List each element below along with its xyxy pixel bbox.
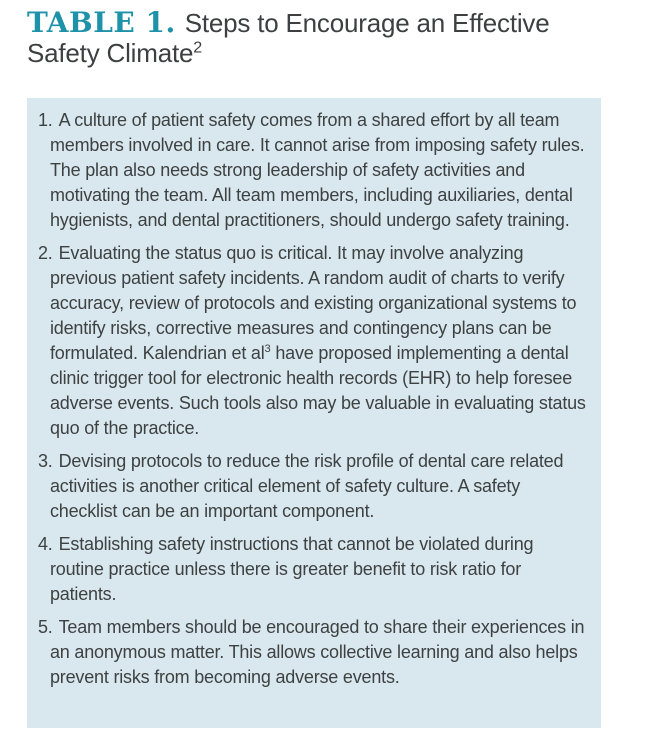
item-text-before-citation: Evaluating the status quo is critical. It may involve analyzing previous patient safety incidents. A random audit of charts to verify accuracy, review of protocols and existing organizational systems to identify risks, corrective measures and contingency plans can be formulated. Kalendrian et al bbox=[50, 243, 577, 363]
list-item-3 bbox=[38, 449, 587, 524]
steps-list-panel bbox=[27, 98, 601, 728]
item-text bbox=[50, 243, 586, 438]
table-number-label: TABLE 1. bbox=[27, 6, 176, 39]
table-title bbox=[27, 8, 612, 68]
list-item-4 bbox=[38, 532, 587, 607]
item-number: 3. bbox=[38, 451, 53, 471]
item-number: 2. bbox=[38, 243, 53, 263]
item-number: 5. bbox=[38, 617, 53, 637]
item-text: Establishing safety instructions that cannot be violated during routine practice unless there is greater benefit to risk ratio for patients. bbox=[50, 534, 534, 604]
table-title-text: Steps to Encourage an Effective Safety Climate bbox=[27, 8, 550, 68]
list-item-1 bbox=[38, 108, 587, 233]
list-item-2 bbox=[38, 241, 587, 441]
table-title-reference-superscript: 2 bbox=[193, 38, 203, 57]
item-text: A culture of patient safety comes from a shared effort by all team members involved in care. It cannot arise from imposing safety rules. The plan also needs strong leadership of safety activities and motivating the team. All team members, including auxiliaries, dental hygienists, and dental practitioners, should undergo safety training. bbox=[50, 110, 585, 230]
item-number: 4. bbox=[38, 534, 53, 554]
item-text: Devising protocols to reduce the risk profile of dental care related activities is another critical element of safety culture. A safety checklist can be an important component. bbox=[50, 451, 564, 521]
item-text: Team members should be encouraged to share their experiences in an anonymous matter. This allows collective learning and also helps prevent risks from becoming adverse events. bbox=[50, 617, 585, 687]
item-number: 1. bbox=[38, 110, 53, 130]
list-item-5 bbox=[38, 615, 587, 690]
citation-reference-superscript: 3 bbox=[264, 343, 271, 355]
item-text-after-citation: have proposed implementing a dental clinic trigger tool for electronic health records (EHR) to help foresee adverse events. Such tools also may be valuable in evaluating status quo of the practice. bbox=[50, 343, 586, 438]
